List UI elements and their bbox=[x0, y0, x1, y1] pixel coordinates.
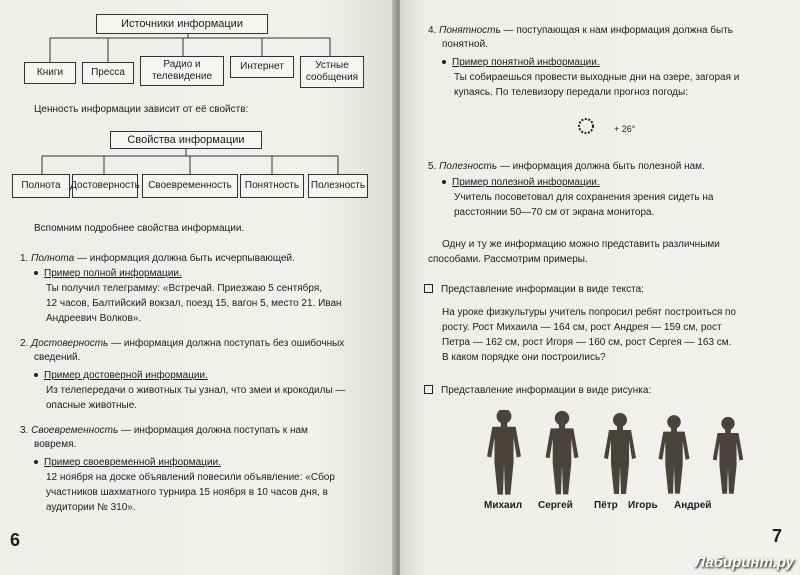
item-3-example-line: участников шахматного турнира 15 ноября в 10 часов дня, в bbox=[46, 487, 328, 498]
source-press: Пресса bbox=[82, 62, 134, 84]
source-books: Книги bbox=[24, 62, 76, 84]
figure-igor bbox=[658, 415, 689, 494]
item-4-definition-cont: понятной. bbox=[442, 39, 488, 50]
item-4-definition: 4. Понятность — поступающая к нам информация должна быть bbox=[428, 25, 734, 36]
picture-representation-heading: Представление информации в виде рисунка: bbox=[424, 384, 651, 398]
item-2-example-line: опасные животные. bbox=[46, 400, 138, 411]
name-label: Пётр bbox=[594, 500, 618, 511]
item-1-example-line: 12 часов, Балтийский вокзал, поезд 15, вагон 5, место 21. Иван bbox=[46, 298, 342, 309]
item-3-example-line: 12 ноября на доске объявлений повесили объявление: «Сбор bbox=[46, 472, 335, 483]
figure-mikhail bbox=[487, 410, 521, 495]
item-5-example-line: Учитель посоветовал для сохранения зрения сидеть на bbox=[454, 192, 714, 203]
property-reliability: Достоверность bbox=[72, 174, 138, 198]
name-label: Андрей bbox=[674, 500, 712, 511]
item-3-example-label: Пример своевременной информации. bbox=[34, 456, 221, 470]
text-representation-heading: Представление информации в виде текста: bbox=[424, 283, 644, 297]
sun-icon bbox=[576, 116, 596, 136]
item-3-definition-cont: вовремя. bbox=[34, 439, 77, 450]
source-radio-tv: Радио и телевидение bbox=[140, 56, 224, 86]
name-label: Сергей bbox=[538, 500, 573, 511]
value-text: Ценность информации зависит от её свойств: bbox=[34, 104, 249, 115]
property-usefulness: Полезность bbox=[308, 174, 368, 198]
boys-height-figures bbox=[474, 410, 764, 496]
item-5-definition: 5. Полезность — информация должна быть полезной нам. bbox=[428, 161, 705, 172]
name-label: Михаил bbox=[484, 500, 523, 511]
item-2-example-label: Пример достоверной информации. bbox=[34, 369, 208, 383]
intro-text: Вспомним подробнее свойства информации. bbox=[34, 223, 245, 234]
item-3-example-line: аудитории № 310». bbox=[46, 502, 136, 513]
figure-andrey bbox=[713, 417, 743, 494]
text-body-line: росту. Рост Михаила — 164 см, рост Андрея — 159 см, рост bbox=[442, 322, 722, 333]
page-number: 7 bbox=[772, 526, 783, 546]
item-1-definition: 1. Полнота — информация должна быть исчерпывающей. bbox=[20, 253, 295, 264]
source-oral: Устные сообщения bbox=[300, 56, 364, 88]
checkbox-icon bbox=[424, 385, 433, 394]
item-5-example-line: расстоянии 50—70 см от экрана монитора. bbox=[454, 207, 655, 218]
left-page bbox=[0, 0, 396, 575]
item-2-example-line: Из телепередачи о животных ты узнал, что змеи и крокодилы — bbox=[46, 385, 346, 396]
item-3-definition: 3. Своевременность — информация должна поступать к нам bbox=[20, 425, 308, 436]
name-label: Игорь bbox=[628, 500, 658, 511]
checkbox-icon bbox=[424, 284, 433, 293]
diagram-root-sources: Источники информации bbox=[96, 14, 268, 34]
item-5-example-label: Пример полезной информации. bbox=[442, 176, 600, 190]
item-2-definition-cont: сведений. bbox=[34, 352, 81, 363]
source-internet: Интернет bbox=[230, 56, 294, 78]
text-body-line: Петра — 162 см, рост Игоря — 160 см, рост Сергея — 163 см. bbox=[442, 337, 732, 348]
property-timeliness: Своевременность bbox=[142, 174, 238, 198]
item-4-example-line: купаясь. По телевизору передали прогноз погоды: bbox=[454, 87, 688, 98]
property-clarity: Понятность bbox=[240, 174, 304, 198]
page-number: 6 bbox=[10, 530, 21, 550]
watermark-logo: Лабиринт.ру bbox=[694, 554, 794, 571]
paragraph-line: способами. Рассмотрим примеры. bbox=[428, 254, 588, 265]
text-body-line: На уроке физкультуры учитель попросил ребят построиться по bbox=[442, 307, 736, 318]
item-4-example-label: Пример понятной информации. bbox=[442, 56, 600, 70]
property-completeness: Полнота bbox=[12, 174, 70, 198]
right-page bbox=[400, 0, 800, 575]
text-body-line: В каком порядке они построились? bbox=[442, 352, 606, 363]
item-1-example-line: Ты получил телеграмму: «Встречай. Приезжаю 5 сентября, bbox=[46, 283, 323, 294]
figure-petr bbox=[604, 413, 636, 494]
forecast-temperature: + 26° bbox=[614, 124, 636, 134]
item-4-example-line: Ты собираешься провести выходные дни на озере, загорая и bbox=[454, 72, 740, 83]
diagram-root-properties: Свойства информации bbox=[110, 131, 262, 149]
item-1-example-label: Пример полной информации. bbox=[34, 267, 182, 281]
item-2-definition: 2. Достоверность — информация должна поступать без ошибочных bbox=[20, 338, 345, 349]
paragraph-line: Одну и ту же информацию можно представить различными bbox=[442, 239, 720, 250]
figure-sergey bbox=[546, 411, 579, 494]
item-1-example-line: Андреевич Волков». bbox=[46, 313, 142, 324]
